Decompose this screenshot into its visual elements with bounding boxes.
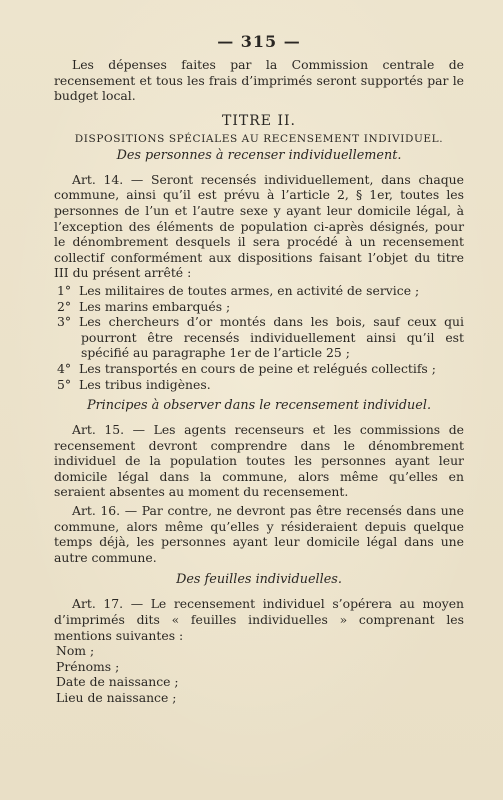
list-item-text: Les militaires de toutes armes, en activité de service ;: [79, 282, 420, 298]
list-item: Prénoms ;: [56, 658, 120, 674]
list-item: [54, 361, 464, 377]
list-item: [54, 283, 464, 299]
article-16-label: Art. 16.: [72, 503, 121, 519]
list-item: [54, 314, 464, 361]
article-14: [54, 172, 464, 281]
article-17-label: Art. 17.: [72, 596, 124, 612]
list-item-text: Les tribus indigènes.: [79, 376, 211, 392]
page-number: — 315 —: [217, 32, 301, 51]
list-item: Nom ;: [56, 643, 95, 659]
article-16: [54, 503, 464, 565]
list-item-number: 4°: [57, 360, 72, 376]
list-item-text: Les chercheurs d’or montés dans les bois, sauf ceux qui pourront être recensés individuellement ainsi qu’il est spécifié au paragraphe 1er de l’article 25 ;: [79, 314, 464, 361]
article-17-text: — Le recensement individuel s’opérera au moyen d’imprimés dits « feuilles individuelles » comprenant les mentions suivantes :: [54, 596, 465, 643]
list-item-text: Les transportés en cours de peine et relégués collectifs ;: [79, 360, 436, 376]
article-15-text: — Les agents recenseurs et les commissions de recensement devront comprendre dans le dénombrement individuel de la population toutes les personnes ayant leur domicile légal dans la commune, alors même qu’elles en seraient absentes au moment du recensement.: [54, 422, 464, 500]
list-item-number: 3°: [57, 314, 72, 330]
intro-paragraph: Les dépenses faites par la Commission centrale de recensement et tous les frais d’imprimés seront supportés par le budget local.: [54, 57, 464, 104]
list-item-number: 2°: [57, 298, 72, 314]
list-item: [54, 377, 464, 393]
article-14-text: — Seront recensés individuellement, dans chaque commune, ainsi qu’il est prévu à l’article 2, § 1er, toutes les personnes de l’un et l’autre sexe y ayant leur domicile légal, à l’exception des éléments de population ci-après désignés, pour le dénombrement desquels il sera procédé à un recensement collectif conformément aux dispositions faisant l’objet du titre III du présent arrêté :: [54, 171, 464, 281]
titre-heading: TITRE II.: [222, 112, 296, 129]
document-body: [54, 32, 464, 706]
article-15: [54, 422, 464, 500]
list-item-number: 1°: [57, 282, 72, 298]
section-heading-personnes: Des personnes à recenser individuellement.: [116, 147, 402, 163]
article-15-label: Art. 15.: [72, 422, 125, 438]
list-item-text: Les marins embarqués ;: [79, 298, 231, 314]
article-17-list: [56, 643, 464, 705]
subtitle-heading: DISPOSITIONS SPÉCIALES AU RECENSEMENT INDIVIDUEL.: [74, 132, 444, 145]
list-item-number: 5°: [57, 376, 72, 392]
section-heading-feuilles: Des feuilles individuelles.: [176, 572, 342, 588]
article-14-list: [54, 283, 464, 392]
article-14-label: Art. 14.: [72, 171, 124, 187]
article-17: [54, 596, 464, 643]
article-16-text: — Par contre, ne devront pas être recensés dans une commune, alors même qu’elles y résideraient depuis quelque temps déjà, les personnes ayant leur domicile légal dans une autre commune.: [54, 503, 464, 565]
list-item: [54, 299, 464, 315]
section-heading-principes: Principes à observer dans le recensement individuel.: [86, 398, 432, 414]
list-item: Lieu de naissance ;: [56, 690, 177, 705]
list-item: Date de naissance ;: [56, 674, 179, 690]
